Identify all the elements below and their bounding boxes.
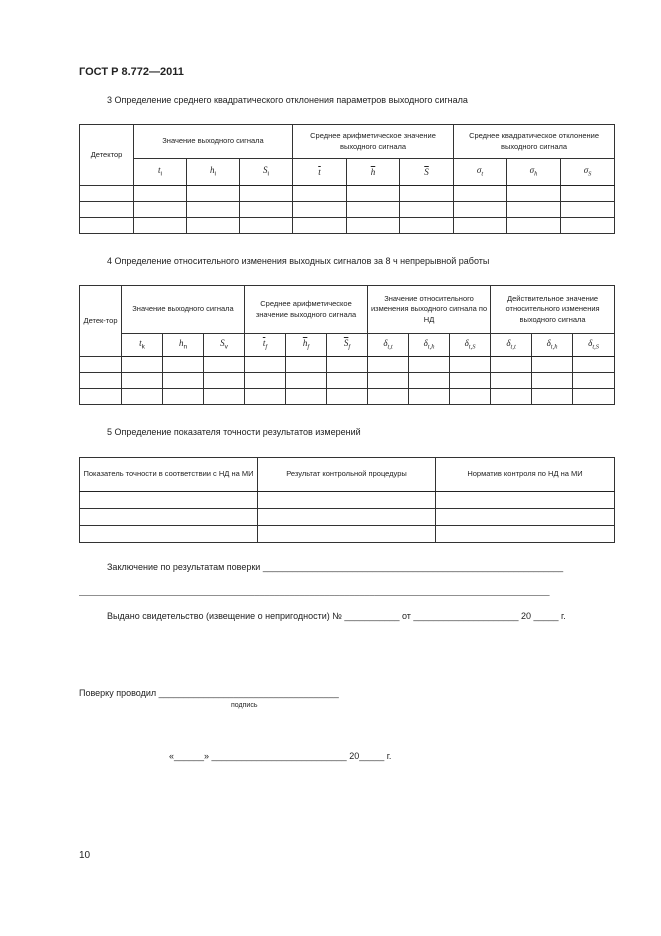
table-row [80,389,615,405]
symbol-cell: $t_i$ [134,159,187,186]
conclusion-continuation-line: ______________________________________________________________________________________________ [79,586,550,596]
detector-header: Детектор [80,125,134,186]
symbol-cell: $\delta_{t,t}$ [491,334,532,357]
table-row [80,492,615,509]
verifier-line: Поверку проводил ____________________________________ [79,688,339,698]
control-result-header: Результат контрольной процедуры [258,458,436,492]
symbol-cell: $\sigma_h$ [507,159,561,186]
output-signal-header: Значение выходного сигнала [122,286,245,334]
symbol-cell: $h_n$ [163,334,204,357]
control-norm-header: Норматив контроля по НД на МИ [436,458,615,492]
symbol-cell: $\overline{S}$ [400,159,454,186]
section5-table [79,457,615,543]
detector-header: Детек-тор [80,286,122,357]
table-row [80,357,615,373]
table-row [80,509,615,526]
table-row [80,186,615,202]
symbol-cell: $S_v$ [204,334,245,357]
output-signal-header: Значение выходного сигнала [134,125,293,159]
actual-relative-change-header: Действительное значение относительного изменения выходного сигнала [491,286,615,334]
symbol-cell: $\delta_{t,h}$ [409,334,450,357]
symbol-cell: $S_i$ [240,159,293,186]
symbol-cell: $\overline{t}_f$ [245,334,286,357]
symbol-cell: $\sigma_t$ [454,159,507,186]
section4-table [79,285,615,405]
symbol-cell: $t_k$ [122,334,163,357]
symbol-cell: $\overline{h}$ [347,159,400,186]
signature-label: подпись [231,702,258,709]
page-number: 10 [79,850,91,861]
symbol-cell: $\delta_{t,S}$ [450,334,491,357]
conclusion-line: Заключение по результатам поверки ____________________________________________________________ [107,562,564,572]
symbol-cell: $\overline{t}$ [293,159,347,186]
symbol-cell: $h_i$ [187,159,240,186]
symbol-cell: $\overline{h}_f$ [286,334,327,357]
symbol-cell: $\delta_{t,S}$ [573,334,615,357]
mean-output-header: Среднее арифметическое значение выходного сигнала [293,125,454,159]
symbol-cell: $\sigma_S$ [561,159,615,186]
table-row [80,373,615,389]
certificate-line: Выдано свидетельство (извещение о непригодности) № ___________ от _____________________ 20 _____ г. [107,611,566,621]
table-row [80,202,615,218]
symbol-cell: $\delta_{t,t}$ [368,334,409,357]
date-line: «______» ___________________________ 20_____ г. [169,751,392,761]
section5-caption: 5 Определение показателя точности результатов измерений [107,427,361,437]
section4-caption: 4 Определение относительного изменения выходных сигналов за 8 ч непрерывной работы [107,256,490,266]
accuracy-indicator-header: Показатель точности в соответствии с НД на МИ [80,458,258,492]
section3-caption: 3 Определение среднего квадратического отклонения параметров выходного сигнала [107,95,468,105]
symbol-cell: $\delta_{t,h}$ [532,334,573,357]
relative-change-nd-header: Значение относительного изменения выходного сигнала по НД [368,286,491,334]
symbol-cell: $\overline{S}_f$ [327,334,368,357]
document-header: ГОСТ Р 8.772—2011 [79,66,184,78]
table-row [80,526,615,543]
table-row [80,218,615,234]
mean-output-header: Среднее арифметическое значение выходного сигнала [245,286,368,334]
std-deviation-header: Среднее квадратическое отклонение выходного сигнала [454,125,615,159]
section3-table [79,124,615,234]
